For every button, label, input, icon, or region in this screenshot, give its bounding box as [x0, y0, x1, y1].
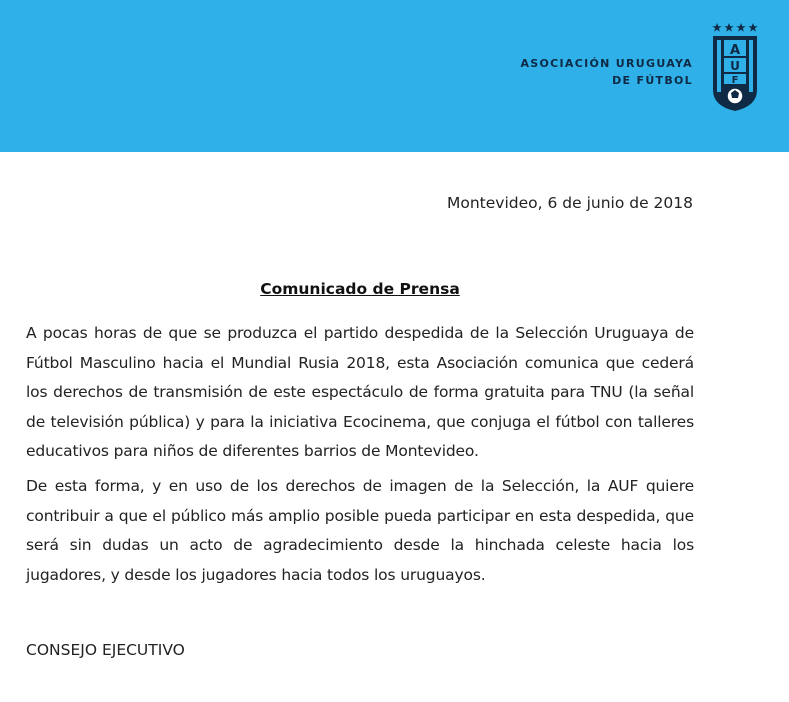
document-title: Comunicado de Prensa	[260, 280, 460, 298]
organization-name	[520, 55, 693, 89]
crest-letter-a: A	[729, 43, 741, 58]
crest-stars	[712, 23, 757, 32]
document-signature: CONSEJO EJECUTIVO	[26, 641, 185, 659]
org-name-line-1: ASOCIACIÓN URUGUAYA	[520, 57, 693, 70]
paragraph-2: De esta forma, y en uso de los derechos de imagen de la Selección, la AUF quiere contribuir a que el público más amplio posible pueda participar en esta despedida, que será sin dudas un acto de agradecimiento desde la hinchada celeste hacia los jugadores, y desde los jugadores hacia todos los uruguayos.	[26, 477, 694, 584]
auf-crest-logo	[710, 22, 760, 112]
document-date: Montevideo, 6 de junio de 2018	[447, 194, 693, 212]
header-banner	[0, 0, 789, 152]
crest-letter-u: U	[730, 59, 740, 73]
crest-letter-f: F	[731, 75, 739, 86]
paragraph-1: A pocas horas de que se produzca el partido despedida de la Selección Uruguaya de Fútbol Masculino hacia el Mundial Rusia 2018, esta Asociación comunica que cederá los derechos de transmisión de este espectáculo de forma gratuita para TNU (la señal de televisión pública) y para la iniciativa Ecocinema, que conjuga el fútbol con talleres educativos para niños de diferentes barrios de Montevideo.	[26, 324, 694, 460]
org-name-line-2: DE FÚTBOL	[612, 74, 693, 87]
